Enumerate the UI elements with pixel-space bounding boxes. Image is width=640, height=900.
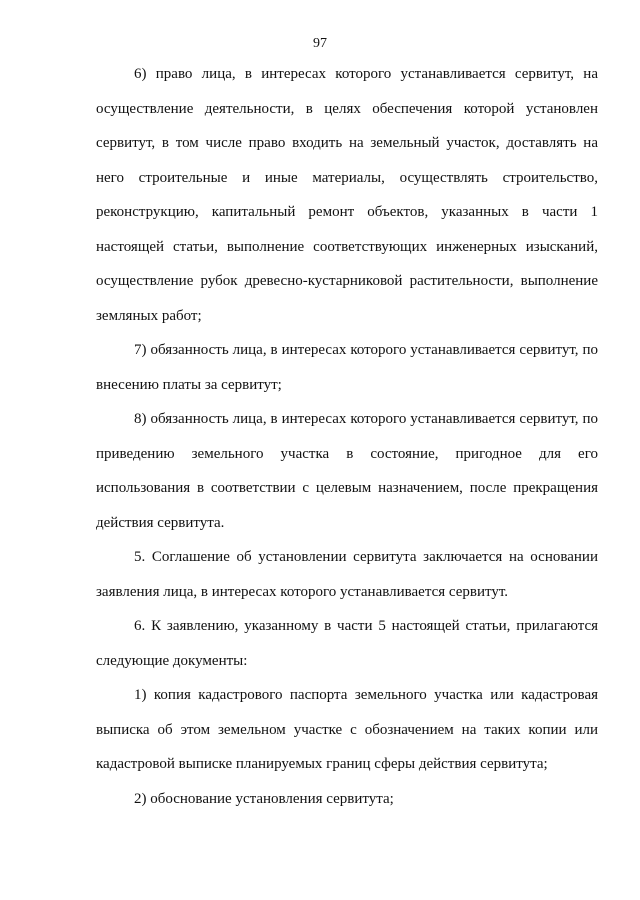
paragraph-item-7: 7) обязанность лица, в интересах которого устанавливается сервитут, по внесению платы за сервитут; (96, 342, 598, 393)
paragraph-doc-1: 1) копия кадастрового паспорта земельного участка или кадастровая выписка об этом земельном участке с обозначением на таких копии или кадастровой выписке планируемых границ сферы действия сервитута; (96, 687, 598, 772)
document-body (96, 57, 598, 816)
paragraph-part-5: 5. Соглашение об установлении сервитута заключается на основании заявления лица, в интересах которого устанавливается сервитут. (96, 549, 598, 600)
paragraph-doc-2: 2) обоснование установления сервитута; (134, 790, 394, 807)
paragraph-item-6: 6) право лица, в интересах которого устанавливается сервитут, на осуществление деятельности, в целях обеспечения которой установлен сервитут, в том числе право входить на земельный участок, доставлять на него строительные и иные материалы, осуществлять строительство, реконструкцию, капитальный ремонт объектов, указанных в части 1 настоящей статьи, выполнение соответствующих инженерных изысканий, осуществление рубок древесно-кустарниковой растительности, выполнение земляных работ; (96, 66, 598, 324)
page-number: 97 (313, 36, 327, 51)
paragraph-part-6: 6. К заявлению, указанному в части 5 настоящей статьи, прилагаются следующие документы: (96, 618, 598, 669)
paragraph-item-8: 8) обязанность лица, в интересах которого устанавливается сервитут, по приведению земельного участка в состояние, пригодное для его использования в соответствии с целевым назначением, после прекращения действия сервитута. (96, 411, 598, 531)
